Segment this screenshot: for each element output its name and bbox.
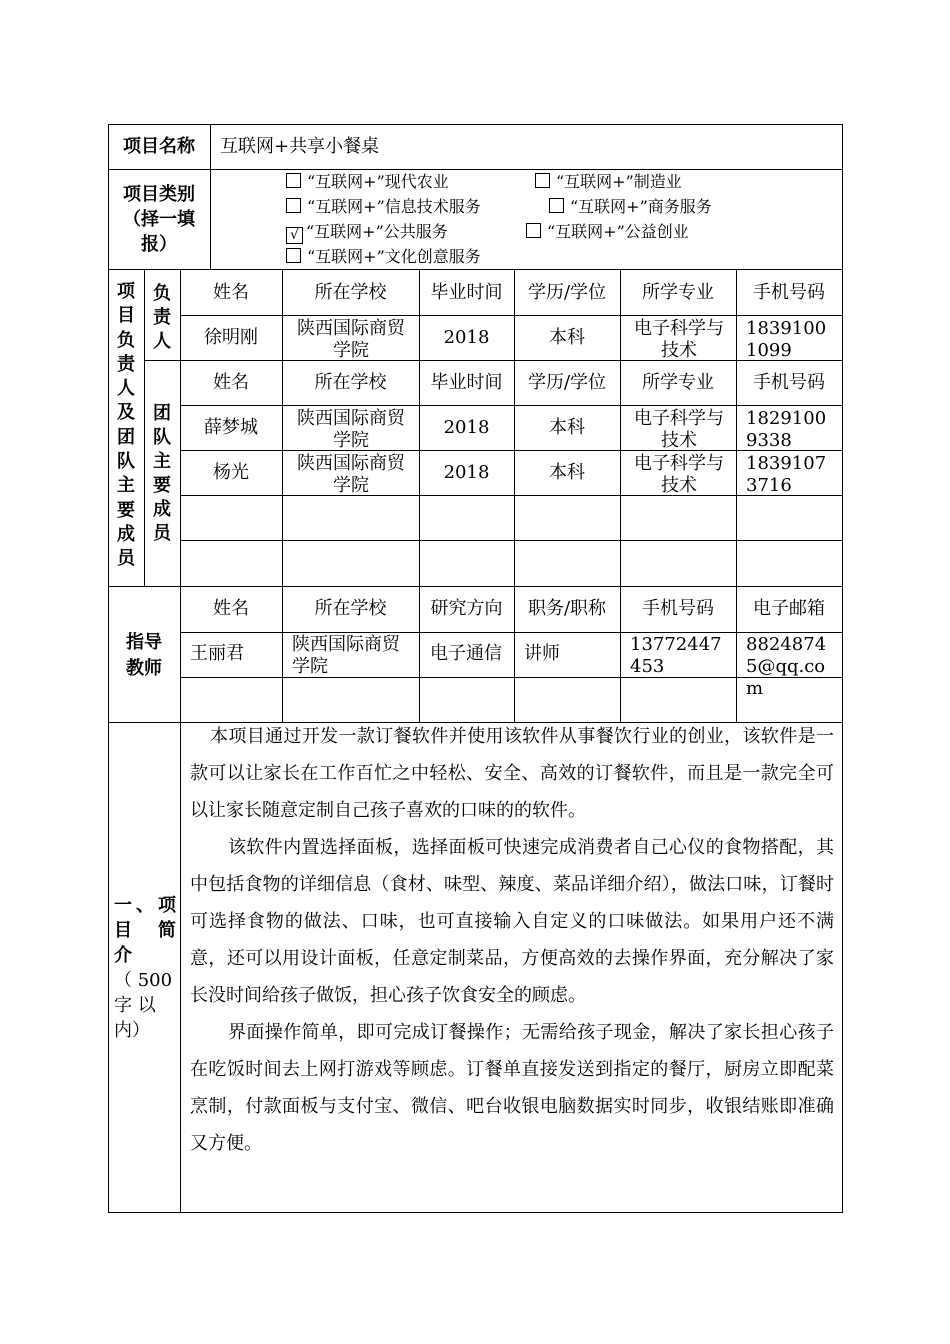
member-degree: 本科 [549,417,585,438]
advisor-header-name: 姓名 [213,598,249,619]
side-char: 队 [117,451,135,473]
side-char: 队 [153,427,171,448]
project-name-label: 项目名称 [123,136,195,157]
advisor-name: 王丽君 [190,643,244,664]
category-label: “互联网+”公益创业 [547,222,689,241]
advisor-label-line1: 指导 [126,632,162,653]
intro-label-line: 一、项 [114,895,176,916]
advisor-header-direction: 研究方向 [430,598,503,619]
advisor-header-school: 所在学校 [314,598,387,619]
leader-phone: 18391001099 [746,318,827,361]
header-grad-year: 毕业时间 [430,372,503,393]
intro-paragraph-3: 界面操作简单，即可完成订餐操作；无需给孩子现金，解决了家长担心孩子在吃饭时间去上网打游戏等顾虑。订餐单直接发送到指定的餐厅，厨房立即配菜烹制，付款面板与支付宝、微信、吧台收银电脑数据实时同步，收银结账即准确又方便。 [190,1022,834,1154]
side-char: 目 [117,305,135,327]
side-char: 责 [153,307,171,328]
member-school: 陕西国际商贸学院 [297,453,405,496]
header-grad-year: 毕业时间 [430,282,503,303]
side-char: 负 [153,283,171,304]
header-name: 姓名 [213,282,249,303]
intro-paragraph-1: 本项目通过开发一款订餐软件并使用该软件从事餐饮行业的创业，该软件是一款可以让家长在工作百忙之中轻松、安全、高效的订餐软件，而且是一款完全可以让家长随意定制自己孩子喜欢的口味的的软件。 [190,726,834,821]
intro-label [114,893,176,1043]
advisor-email: 88248745@qq.com [746,634,827,699]
header-major: 所学专业 [642,372,714,393]
team-side-label [108,280,144,572]
side-char: 责 [117,353,135,375]
leader-label [144,282,180,354]
side-char: 要 [117,499,135,521]
header-school: 所在学校 [314,372,387,393]
side-char: 主 [153,451,171,472]
side-char: 要 [153,475,171,496]
members-label [144,402,180,546]
checkbox-empty[interactable] [549,198,564,213]
header-major: 所学专业 [642,282,714,303]
header-phone: 手机号码 [753,372,825,393]
member-major: 电子科学与技术 [634,408,724,451]
intro-label-line: 目 简 [114,920,176,941]
intro-label-line: （ 500 [114,970,173,991]
side-char: 主 [117,475,135,497]
member-major: 电子科学与技术 [634,453,724,496]
intro-label-line: 字 以 [114,995,156,1016]
side-char: 成 [153,499,171,520]
category-label-line2: （择一填 [123,209,195,230]
advisor-label-line2: 教师 [126,658,162,679]
category-label: “互联网+”商务服务 [570,197,712,216]
side-char: 项 [117,281,135,302]
side-char: 成 [117,523,135,545]
member-degree: 本科 [549,462,585,483]
advisor-header-phone: 手机号码 [642,598,714,619]
member-phone: 18291009338 [746,408,827,451]
category-option[interactable] [526,222,689,242]
member-name: 薛梦城 [204,417,258,438]
member-phone: 18391073716 [746,453,827,496]
category-option[interactable] [286,172,449,192]
member-year: 2018 [443,417,490,438]
checkbox-empty[interactable] [535,173,550,188]
advisor-header-title: 职务/职称 [527,598,607,619]
member-name: 杨光 [213,462,249,483]
leader-degree: 本科 [549,327,585,348]
intro-label-line: 介 [114,945,132,966]
member-school: 陕西国际商贸学院 [297,408,405,451]
advisor-school: 陕西国际商贸学院 [292,634,400,677]
category-label-line3: 报） [141,234,177,255]
advisor-direction: 电子通信 [430,643,502,664]
leader-year: 2018 [443,327,490,348]
checkbox-empty[interactable] [286,198,301,213]
category-label: “互联网+”信息技术服务 [307,197,481,216]
category-option[interactable] [549,197,712,217]
side-char: 团 [117,426,135,448]
advisor-title: 讲师 [524,643,560,664]
side-char: 人 [117,378,135,400]
category-label: “互联网+”公共服务 [306,222,448,241]
leader-school: 陕西国际商贸学院 [297,318,405,361]
leader-name: 徐明刚 [204,327,258,348]
category-option[interactable] [535,172,682,192]
intro-paragraph-2: 该软件内置选择面板，选择面板可快速完成消费者自己心仪的食物搭配，其中包括食物的详细信息（食材、味型、辣度、菜品详细介绍），做法口味，订餐时可选择食物的做法、口味，也可直接输入自定义的口味做法。如果用户还不满意，还可以用设计面板，任意定制菜品，方便高效的去操作界面，充分解决了家长没时间给孩子做饭，担心孩子饮食安全的顾虑。 [190,837,834,1006]
project-name-value: 互联网+共享小餐桌 [220,136,380,157]
header-phone: 手机号码 [753,282,825,303]
category-option[interactable] [286,247,481,267]
checkbox-empty[interactable] [286,173,301,188]
side-char: 人 [153,331,171,352]
category-option[interactable] [286,222,448,242]
side-char: 员 [117,548,135,570]
advisor-phone: 13772447453 [630,634,722,677]
side-char: 负 [117,329,135,351]
intro-label-line: 内） [114,1020,150,1041]
category-option[interactable] [286,197,481,217]
category-label-line1: 项目类别 [123,184,195,205]
side-char: 员 [153,523,171,544]
member-year: 2018 [443,462,490,483]
advisor-header-email: 电子邮箱 [753,598,825,619]
header-school: 所在学校 [314,282,387,303]
side-char: 团 [153,403,171,424]
checkbox-empty[interactable] [526,223,541,238]
header-name: 姓名 [213,372,249,393]
header-degree: 学历/学位 [527,372,607,393]
side-char: 及 [117,402,135,424]
category-label: “互联网+”现代农业 [307,172,449,191]
category-label: “互联网+”制造业 [556,172,682,191]
header-degree: 学历/学位 [527,282,607,303]
leader-major: 电子科学与技术 [634,318,724,361]
checkbox-checked-icon[interactable]: √ [286,227,303,244]
category-label: “互联网+”文化创意服务 [307,247,481,266]
checkbox-empty[interactable] [286,248,301,263]
